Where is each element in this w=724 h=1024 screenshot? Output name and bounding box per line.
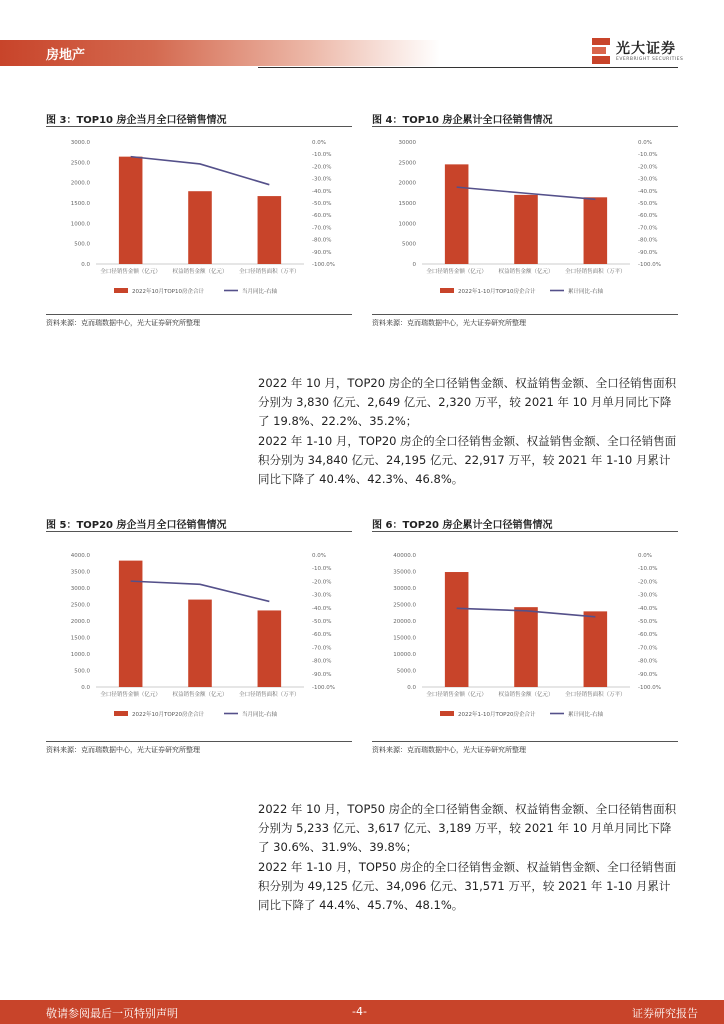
chart-svg	[372, 543, 678, 733]
y2-tick-label: 0.0%	[312, 553, 326, 559]
x-tick-label: 全口径销售金额（亿元）	[426, 269, 487, 275]
x-tick-label: 全口径销售金额（亿元）	[100, 269, 161, 275]
y2-tick-label: -10.0%	[638, 566, 658, 573]
y-tick-label: 0.0	[407, 685, 416, 691]
figure-3-title: 图 3：TOP10 房企当月全口径销售情况	[46, 115, 227, 126]
y-tick-label: 2000.0	[70, 180, 90, 187]
paragraph-top20-monthly: 2022 年 10 月，TOP20 房企的全口径销售金额、权益销售金额、全口径销售面积分别为 3,830 亿元、2,649 亿元、2,320 万平，较 2021 年 10 月单月同比下降了 19.8%、22.2%、35.2%；	[258, 376, 677, 428]
y2-tick-label: -90.0%	[638, 249, 658, 256]
y-tick-label: 10000.0	[393, 652, 416, 658]
y2-tick-label: -60.0%	[312, 632, 332, 639]
x-tick-label: 全口径销售面积（万平）	[239, 692, 300, 698]
legend-bar-label: 2022年10月TOP20房企合计	[132, 712, 204, 718]
legend-bar-label: 2022年1-10月TOP10房企合计	[458, 289, 536, 295]
figure-6-top-rule	[372, 531, 678, 532]
y2-tick-label: 0.0%	[638, 553, 652, 559]
footer-report-type: 证券研究报告	[632, 1007, 698, 1020]
paragraph-top50-cumulative: 2022 年 1-10 月，TOP50 房企的全口径销售金额、权益销售金额、全口径销售面积分别为 49,125 亿元、34,096 亿元、31,571 万平，较 2021 年 1-10 月累计同比下降了 44.4%、45.7%、48.1%。	[258, 860, 677, 912]
y2-tick-label: -60.0%	[312, 213, 332, 220]
section-title: 房地产	[46, 48, 86, 63]
y2-tick-label: -40.0%	[312, 605, 332, 612]
y2-tick-label: -20.0%	[638, 579, 658, 586]
y-tick-label: 3500.0	[70, 569, 90, 576]
x-tick-label: 全口径销售面积（万平）	[565, 692, 626, 698]
x-tick-label: 全口径销售面积（万平）	[239, 269, 300, 275]
y2-tick-label: -80.0%	[312, 237, 332, 244]
legend-bar-label: 2022年1-10月TOP20房企合计	[458, 712, 536, 718]
y-tick-label: 5000	[402, 241, 416, 248]
bar	[584, 197, 608, 264]
yoy-line	[131, 157, 270, 185]
y2-tick-label: -20.0%	[312, 579, 332, 586]
y2-tick-label: -70.0%	[312, 645, 332, 652]
y2-tick-label: -40.0%	[638, 188, 658, 195]
figure-5-bottom-rule	[46, 741, 352, 742]
figure-6-chart	[372, 543, 678, 733]
figure-6-title: 图 6：TOP20 房企累计全口径销售情况	[372, 520, 553, 531]
y2-tick-label: -70.0%	[312, 225, 332, 232]
x-tick-label: 权益销售金额（亿元）	[498, 692, 554, 698]
y2-tick-label: -100.0%	[312, 262, 335, 268]
y2-tick-label: -10.0%	[312, 152, 332, 159]
y2-tick-label: -70.0%	[638, 645, 658, 652]
y-tick-label: 0.0	[81, 685, 90, 691]
bar	[188, 191, 212, 264]
y2-tick-label: 0.0%	[638, 140, 652, 146]
bar	[258, 196, 282, 264]
y2-tick-label: -100.0%	[638, 685, 661, 691]
paragraph-top50-monthly: 2022 年 10 月，TOP50 房企的全口径销售金额、权益销售金额、全口径销售面积分别为 5,233 亿元、3,617 亿元、3,189 万平，较 2021 年 10 月单月同比下降了 30.6%、31.9%、39.8%；	[258, 802, 677, 854]
y2-tick-label: -100.0%	[638, 262, 661, 268]
y2-tick-label: -80.0%	[312, 658, 332, 665]
y-tick-label: 40000.0	[393, 553, 416, 559]
y-tick-label: 2500.0	[70, 602, 90, 609]
legend-line-label: 当月同比-右轴	[242, 289, 277, 295]
bar	[188, 600, 212, 687]
x-tick-label: 权益销售金额（亿元）	[172, 269, 228, 275]
y2-tick-label: -80.0%	[638, 237, 658, 244]
y2-tick-label: -60.0%	[638, 213, 658, 220]
y2-tick-label: -70.0%	[638, 225, 658, 232]
y-tick-label: 20000.0	[393, 619, 416, 625]
y2-tick-label: -10.0%	[638, 152, 658, 159]
y2-tick-label: -80.0%	[638, 658, 658, 665]
bar	[514, 195, 538, 264]
figure-5-source: 资料来源：克而瑞数据中心，光大证券研究所整理	[46, 746, 200, 754]
figure-5-top-rule	[46, 531, 352, 532]
legend-bar-swatch	[440, 711, 454, 716]
bar	[119, 561, 143, 687]
footer-disclaimer: 敬请参阅最后一页特别声明	[46, 1007, 178, 1020]
figure-4-source: 资料来源：克而瑞数据中心，光大证券研究所整理	[372, 319, 526, 327]
y2-tick-label: -50.0%	[312, 619, 332, 625]
y2-tick-label: -30.0%	[312, 176, 332, 183]
y2-tick-label: -30.0%	[638, 592, 658, 599]
paragraph-top20-cumulative: 2022 年 1-10 月，TOP20 房企的全口径销售金额、权益销售金额、全口径销售面积分别为 34,840 亿元、24,195 亿元、22,917 万平，较 2021 年 1-10 月累计同比下降了 40.4%、42.3%、46.8%。	[258, 434, 677, 486]
chart-svg	[46, 543, 352, 733]
y-tick-label: 500.0	[74, 241, 90, 248]
y2-tick-label: -40.0%	[638, 605, 658, 612]
figure-6-source: 资料来源：克而瑞数据中心，光大证券研究所整理	[372, 746, 526, 754]
y2-tick-label: -20.0%	[638, 164, 658, 171]
y2-tick-label: -60.0%	[638, 632, 658, 639]
bar	[584, 611, 608, 687]
y-tick-label: 0	[412, 262, 416, 268]
bar	[258, 610, 282, 687]
y-tick-label: 35000.0	[393, 569, 416, 576]
chart-svg	[372, 130, 678, 310]
legend-bar-label: 2022年10月TOP10房企合计	[132, 289, 204, 295]
y2-tick-label: -90.0%	[638, 671, 658, 678]
y-tick-label: 500.0	[74, 668, 90, 675]
y-tick-label: 1500.0	[70, 635, 90, 642]
y-tick-label: 30000	[398, 140, 416, 146]
brand-sub: EVERBRIGHT SECURITIES	[616, 57, 684, 62]
brand-name: 光大证券	[616, 41, 676, 57]
y2-tick-label: -40.0%	[312, 188, 332, 195]
legend-line-label: 累计同比-右轴	[568, 712, 603, 718]
figure-6-bottom-rule	[372, 741, 678, 742]
figure-3-top-rule	[46, 126, 352, 127]
y2-tick-label: -90.0%	[312, 249, 332, 256]
legend-line-label: 当月同比-右轴	[242, 712, 277, 718]
y-tick-label: 3000.0	[70, 140, 90, 146]
y-tick-label: 1500.0	[70, 201, 90, 207]
y-tick-label: 10000	[398, 221, 416, 228]
legend-line-label: 累计同比-右轴	[568, 289, 603, 295]
y-tick-label: 5000.0	[396, 668, 416, 675]
bar	[445, 572, 469, 687]
y2-tick-label: -50.0%	[312, 201, 332, 207]
bar	[514, 607, 538, 687]
brand-logo-icon	[592, 38, 610, 64]
y-tick-label: 15000.0	[393, 635, 416, 642]
bar	[119, 157, 143, 264]
y-tick-label: 25000	[398, 160, 416, 167]
y2-tick-label: -90.0%	[312, 671, 332, 678]
y-tick-label: 30000.0	[393, 586, 416, 592]
y2-tick-label: -30.0%	[638, 176, 658, 183]
y2-tick-label: -10.0%	[312, 566, 332, 573]
y-tick-label: 20000	[398, 180, 416, 187]
x-tick-label: 全口径销售金额（亿元）	[100, 692, 161, 698]
yoy-line	[131, 581, 270, 601]
y-tick-label: 1000.0	[70, 652, 90, 658]
y2-tick-label: -50.0%	[638, 619, 658, 625]
y2-tick-label: -100.0%	[312, 685, 335, 691]
figure-3-bottom-rule	[46, 314, 352, 315]
x-tick-label: 全口径销售金额（亿元）	[426, 692, 487, 698]
y-tick-label: 15000	[398, 201, 416, 207]
y2-tick-label: -50.0%	[638, 201, 658, 207]
y-tick-label: 1000.0	[70, 221, 90, 228]
x-tick-label: 权益销售金额（亿元）	[498, 269, 554, 275]
legend-bar-swatch	[114, 711, 128, 716]
y-tick-label: 2500.0	[70, 160, 90, 167]
figure-4-chart	[372, 130, 678, 310]
figure-5-chart	[46, 543, 352, 733]
y-tick-label: 3000.0	[70, 586, 90, 592]
figure-5-title: 图 5：TOP20 房企当月全口径销售情况	[46, 520, 227, 531]
y2-tick-label: -30.0%	[312, 592, 332, 599]
figure-4-title: 图 4：TOP10 房企累计全口径销售情况	[372, 115, 553, 126]
brand-logo	[592, 38, 692, 68]
legend-bar-swatch	[114, 288, 128, 293]
bar	[445, 164, 469, 264]
figure-3-chart	[46, 130, 352, 310]
page-number: -4-	[352, 1005, 367, 1018]
y-tick-label: 0.0	[81, 262, 90, 268]
y2-tick-label: 0.0%	[312, 140, 326, 146]
y-tick-label: 4000.0	[70, 553, 90, 559]
x-tick-label: 全口径销售面积（万平）	[565, 269, 626, 275]
y-tick-label: 2000.0	[70, 619, 90, 625]
x-tick-label: 权益销售金额（亿元）	[172, 692, 228, 698]
figure-4-top-rule	[372, 126, 678, 127]
figure-4-bottom-rule	[372, 314, 678, 315]
legend-bar-swatch	[440, 288, 454, 293]
figure-3-source: 资料来源：克而瑞数据中心，光大证券研究所整理	[46, 319, 200, 327]
y-tick-label: 25000.0	[393, 602, 416, 609]
chart-svg	[46, 130, 352, 310]
y2-tick-label: -20.0%	[312, 164, 332, 171]
